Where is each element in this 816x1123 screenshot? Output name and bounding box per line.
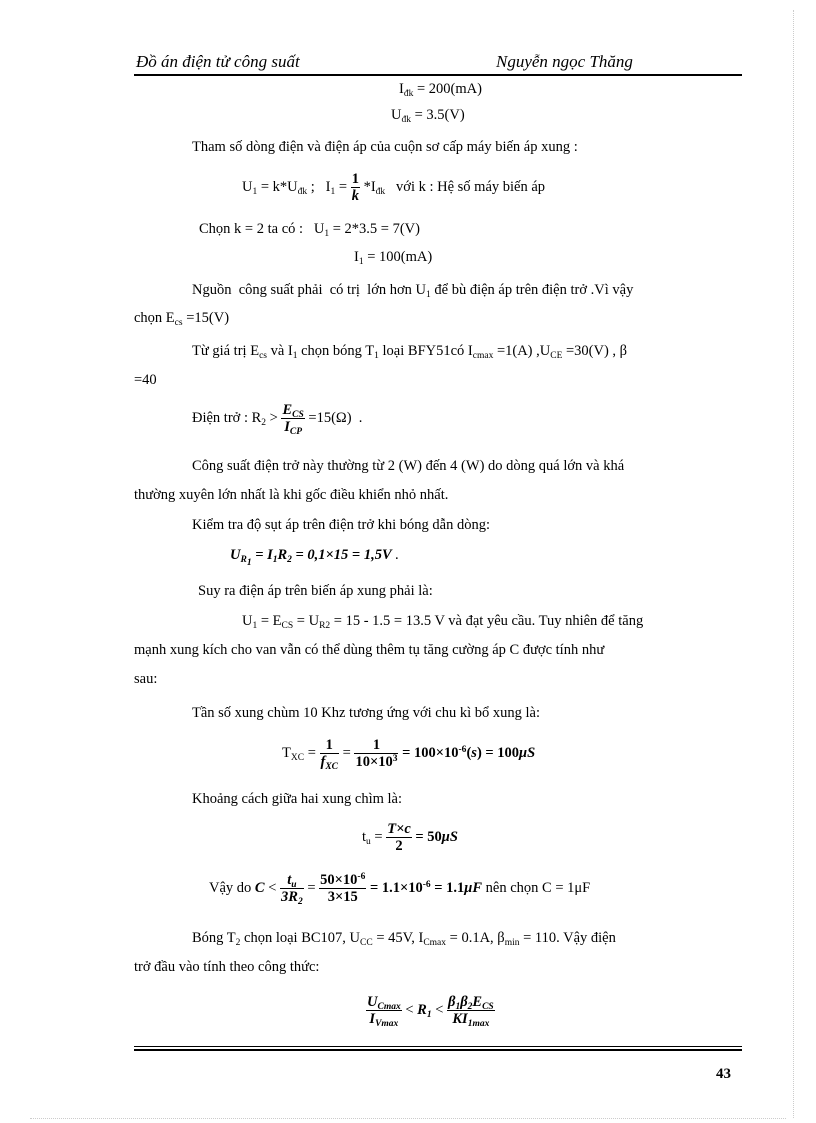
formula-c: Vậy do C < $\frac{t_u}{3R_2}$ = $\frac{50\times 10^{-6}}{3\times 15}$ = $1.1\times 10^{-6} = 1.1\mu F$ nên chọn C = 1μF (209, 872, 591, 908)
formula-r2: Điện trở : $R_2$ > $\frac{E_{CS}}{I_{CP}}$ =15(Ω) . (192, 402, 363, 438)
paragraph-9: Khoảng cách giữa hai xung chìm là: (192, 791, 402, 807)
paragraph-6: Suy ra điện áp trên biến áp xung phải là: (198, 583, 433, 599)
paragraph-4b: thường xuyên lớn nhất là khi gốc điều khiển nhỏ nhất. (134, 487, 449, 503)
paragraph-7b: mạnh xung kích cho van vẫn có thể dùng thêm tụ tăng cường áp C được tính như (134, 642, 605, 658)
paragraph-3a: Từ giá trị $E_{cs}$ và $I_1$ chọn bóng $T_1$ loại BFY51có $I_{cmax} =1(A)$ $,U_{CE} =30(V)$ , β (192, 343, 628, 361)
paragraph-2a: Nguồn công suất phải có trị lớn hơn $U_1$ để bù điện áp trên điện trở .Vì vậy (192, 282, 634, 300)
header-rule (134, 74, 742, 76)
line-i1: $I_1 = 100(mA)$ (354, 249, 433, 267)
header-title-left: Đồ án điện tử công suất (136, 52, 300, 71)
paragraph-1: Tham số dòng điện và điện áp của cuộn sơ cấp máy biến áp xung : (192, 139, 578, 155)
formula-r1-range: $\frac{U_{Cmax}}{I_{Vmax}}$ < $R_1$ < $\frac{\beta_1\beta_2E_{CS}}{KI_{1max}}$ (367, 994, 494, 1030)
paragraph-7a: $U_1 = E_{CS} = U_{R2} = 15 - 1.5 = 13.5$ V và đạt yêu cầu. Tuy nhiên để tăng (242, 613, 644, 631)
formula-tu: $t_u$ = $\frac{T\times c}{2}$ = 50μS (362, 821, 458, 855)
paragraph-3b: =40 (134, 372, 157, 388)
footer-rule-thick (134, 1049, 742, 1051)
paragraph-5: Kiểm tra độ sụt áp trên điện trở khi bóng dẫn dòng: (192, 517, 491, 533)
line-idk: $I_{đk} = 200(mA)$ (399, 81, 482, 99)
formula-u1-i1: $U_1 = k*U_{đk}$ ; $I_1$ = $\frac{1}{k}$ $*I_{đk}$ với k : Hệ số máy biến áp (242, 171, 546, 205)
page-number: 43 (716, 1066, 731, 1082)
paragraph-8: Tần số xung chùm 10 Khz tương ứng với chu kì bổ xung là: (192, 705, 540, 721)
paragraph-4a: Công suất điện trở này thường từ 2 (W) đến 4 (W) do dòng quá lớn và khá (192, 458, 625, 474)
paragraph-7c: sau: (134, 671, 158, 687)
header-author-right: Nguyễn ngọc Thăng (496, 52, 633, 71)
line-udk: $U_{đk} = 3.5(V)$ (391, 107, 465, 125)
paragraph-2b: chọn $E_{cs} =15(V)$ (134, 310, 230, 328)
page-border-dotted (30, 1118, 786, 1119)
paragraph-10b: trở đầu vào tính theo công thức: (134, 959, 320, 975)
formula-ur: $U_{R_1} = I_1R_2 = 0,1\times 15 = 1,5V$ . (230, 547, 399, 568)
paragraph-10a: Bóng $T_2$ chọn loại BC107, $U_{CC} = 45V$, $I_{Cmax} = 0.1A$, $\beta_{min} = 110$. Vậy điện (192, 930, 616, 948)
page-border-dotted-vertical (793, 10, 794, 1118)
footer-rule-thin (134, 1046, 742, 1047)
line-chon-k: Chọn k = 2 ta có : $U_1 = 2*3.5 = 7(V)$ (199, 221, 420, 239)
formula-txc: $T_{XC}$ = $\frac{1}{f_{XC}}$ = $\frac{1}{10\times 10^3}$ = $100\times 10^{-6}(s) = 100\mu S$ (282, 737, 536, 773)
